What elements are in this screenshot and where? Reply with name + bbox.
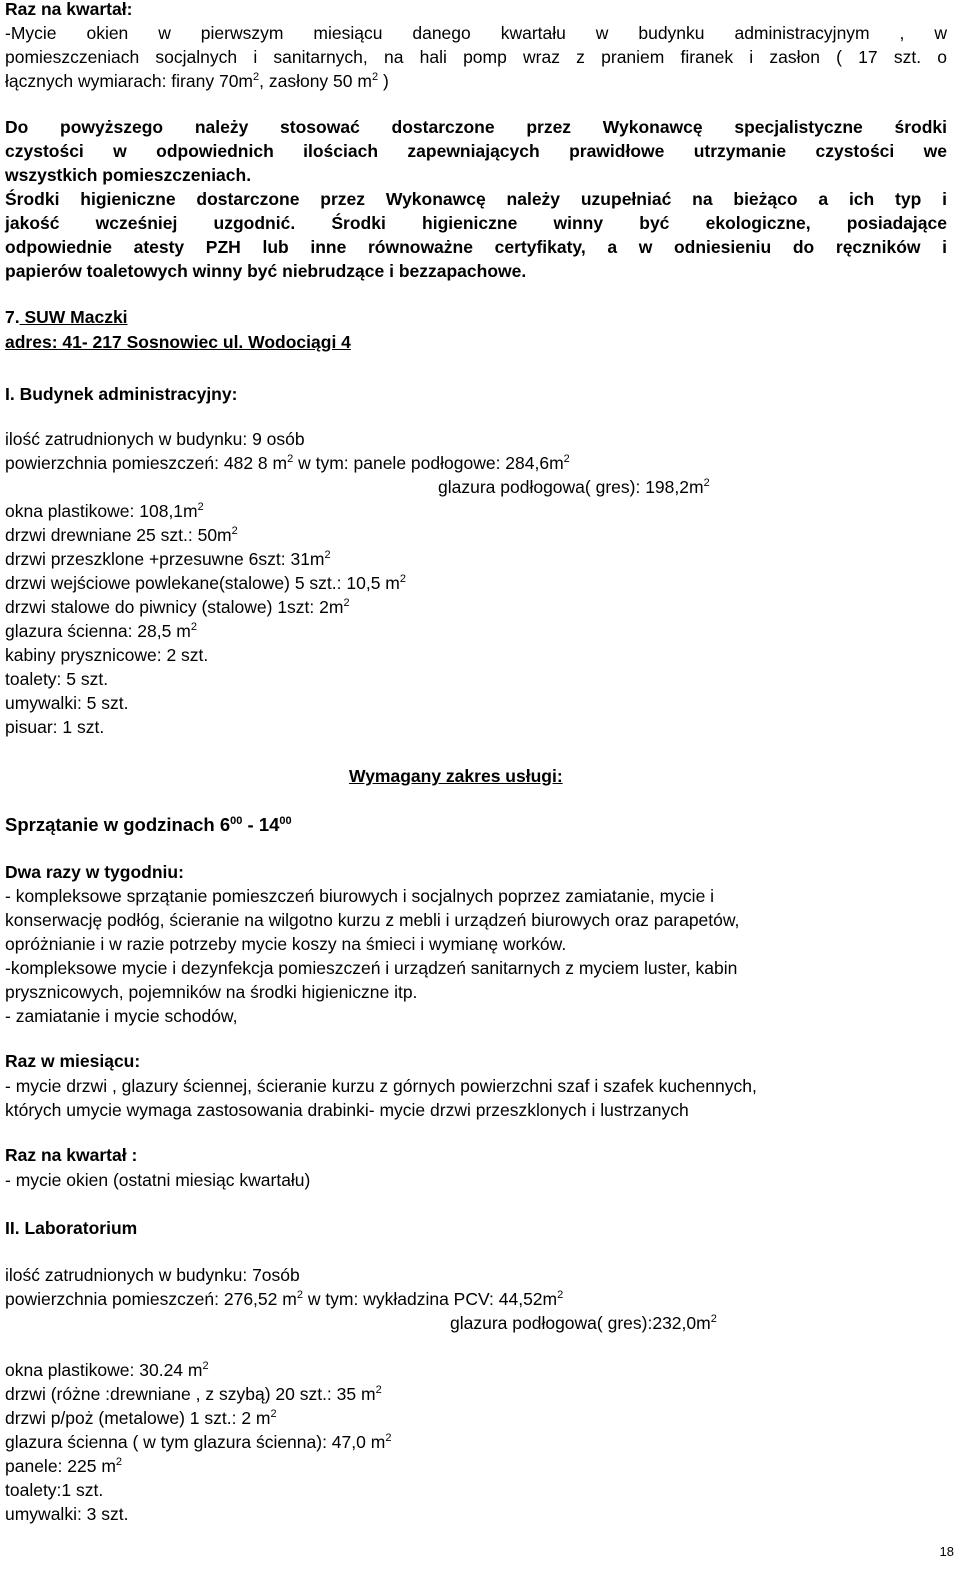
bold-para-line-4: Środki higieniczne dostarczone przez Wykonawcę należy uzupełniać na bieżąco a ich typ i	[5, 189, 947, 209]
top-line-2: pomieszczeniach socjalnych i sanitarnych, na hali pomp wraz z praniem firanek i zasłon ( 17 szt. o	[5, 47, 947, 67]
monthly-line-2: których umycie wymaga zastosowania drabinki- mycie drzwi przeszklonych i lustrzanych	[5, 1100, 689, 1120]
b1-showers: kabiny prysznicowe: 2 szt.	[5, 645, 209, 665]
bold-para-line-6: odpowiednie atesty PZH lub inne równoważne certyfikaty, a w odniesieniu do ręczników i	[5, 237, 947, 257]
b1-toilets: toalety: 5 szt.	[5, 669, 109, 689]
twice-weekly-line-2: konserwację podłóg, ścieranie na wilgotno kurzu z mebli i urządzeń biurowych oraz parapetów,	[5, 910, 740, 930]
bold-para-line-1: Do powyższego należy stosować dostarczone przez Wykonawcę specjalistyczne środki	[5, 117, 947, 137]
building-1-heading: I. Budynek administracyjny:	[5, 384, 238, 404]
b2-doors-fire: drzwi p/poż (metalowe) 1 szt.: 2 $m^2$	[5, 1408, 277, 1428]
twice-weekly-line-5: prysznicowych, pojemników na środki higieniczne itp.	[5, 982, 418, 1002]
twice-weekly-line-4: -kompleksowe mycie i dezynfekcja pomieszczeń i urządzeń sanitarnych z myciem luster, kabin	[5, 958, 738, 978]
b1-urinal: pisuar: 1 szt.	[5, 717, 105, 737]
bold-para-line-5: jakość wcześniej uzgodnić. Środki higieniczne winny być ekologiczne, posiadające	[5, 213, 947, 233]
b2-doors-mixed: drzwi (różne :drewniane , z szybą) 20 szt.: 35 $m^2$	[5, 1384, 382, 1404]
b2-windows: okna plastikowe: 30.24 $m^2$	[5, 1360, 209, 1380]
b1-doors-basement: drzwi stalowe do piwnicy (stalowe) 1szt: $2m^2$	[5, 597, 350, 617]
twice-weekly-line-6: - zamiatanie i mycie schodów,	[5, 1006, 238, 1026]
twice-weekly-line-3: opróżnianie i w razie potrzeby mycie koszy na śmieci i wymianę worków.	[5, 934, 567, 954]
bold-para-line-7: papierów toaletowych winny być niebrudzące i bezzapachowe.	[5, 261, 527, 281]
quarterly-heading: Raz na kwartał :	[5, 1145, 138, 1165]
b2-panels: panele: 225 $m^2$	[5, 1456, 123, 1476]
monthly-heading: Raz w miesiącu:	[5, 1051, 141, 1071]
b1-windows: okna plastikowe: $108,1m^2$	[5, 501, 204, 521]
b1-floor-tiles: glazura podłogowa( gres): $198,2m^2$	[438, 477, 710, 497]
service-scope-heading: Wymagany zakres usługi:	[349, 766, 563, 786]
monthly-line-1: - mycie drzwi , glazury ściennej, ścieranie kurzu z górnych powierzchni szaf i szafek kuchennych,	[5, 1076, 757, 1096]
b2-sinks: umywalki: 3 szt.	[5, 1504, 129, 1524]
service-hours: Sprzątanie w godzinach $6^{00} - 14^{00}$	[5, 814, 292, 835]
b1-sinks: umywalki: 5 szt.	[5, 693, 129, 713]
top-line-3: łącznych wymiarach: firany $70m^2$, zasłony 50 $m^2$ )	[5, 71, 389, 91]
bold-para-line-3: wszystkich pomieszczeniach.	[5, 165, 252, 185]
b2-floor-tiles: glazura podłogowa( $gres):232,0m^2$	[450, 1313, 717, 1333]
b2-toilets: toalety:1 szt.	[5, 1480, 104, 1500]
b2-area: powierzchnia pomieszczeń: 276,52 $m^2$ w tym: wykładzina PCV: $44,52m^2$	[5, 1289, 564, 1309]
b1-doors-wood: drzwi drewniane 25 szt.: $50m^2$	[5, 525, 238, 545]
b2-staff: ilość zatrudnionych w budynku: 7osób	[5, 1265, 300, 1285]
b1-area: powierzchnia pomieszczeń: 482 8 $m^2$ w tym: panele podłogowe: $284,6m^2$	[5, 453, 570, 473]
quarterly-line-1: - mycie okien (ostatni miesiąc kwartału)	[5, 1170, 311, 1190]
b2-wall-tiles: glazura ścienna ( w tym glazura ścienna): 47,0 $m^2$	[5, 1432, 392, 1452]
page-number: 18	[939, 1544, 954, 1559]
twice-weekly-heading: Dwa razy w tygodniu:	[5, 862, 184, 882]
bold-para-line-2: czystości w odpowiednich ilościach zapewniających prawidłowe utrzymanie czystości we	[5, 141, 947, 161]
building-2-heading: II. Laboratorium	[5, 1218, 138, 1238]
top-line-1: -Mycie okien w pierwszym miesiącu danego kwartału w budynku administracyjnym , w	[5, 23, 947, 43]
b1-doors-glass: drzwi przeszklone +przesuwne 6szt: $31m^2$	[5, 549, 331, 569]
b1-doors-entry: drzwi wejściowe powlekane(stalowe) 5 szt.: 10,5 $m^2$	[5, 573, 407, 593]
station-title: 7. SUW Maczki	[5, 307, 128, 327]
b1-staff: ilość zatrudnionych w budynku: 9 osób	[5, 429, 305, 449]
twice-weekly-line-1: - kompleksowe sprzątanie pomieszczeń biurowych i socjalnych poprzez zamiatanie, mycie i	[5, 886, 715, 906]
quarterly-heading-top: Raz na kwartał:	[5, 0, 133, 19]
station-address: adres: 41- 217 Sosnowiec ul. Wodociągi 4	[5, 332, 351, 352]
b1-wall-tiles: glazura ścienna: 28,5 $m^2$	[5, 621, 197, 641]
